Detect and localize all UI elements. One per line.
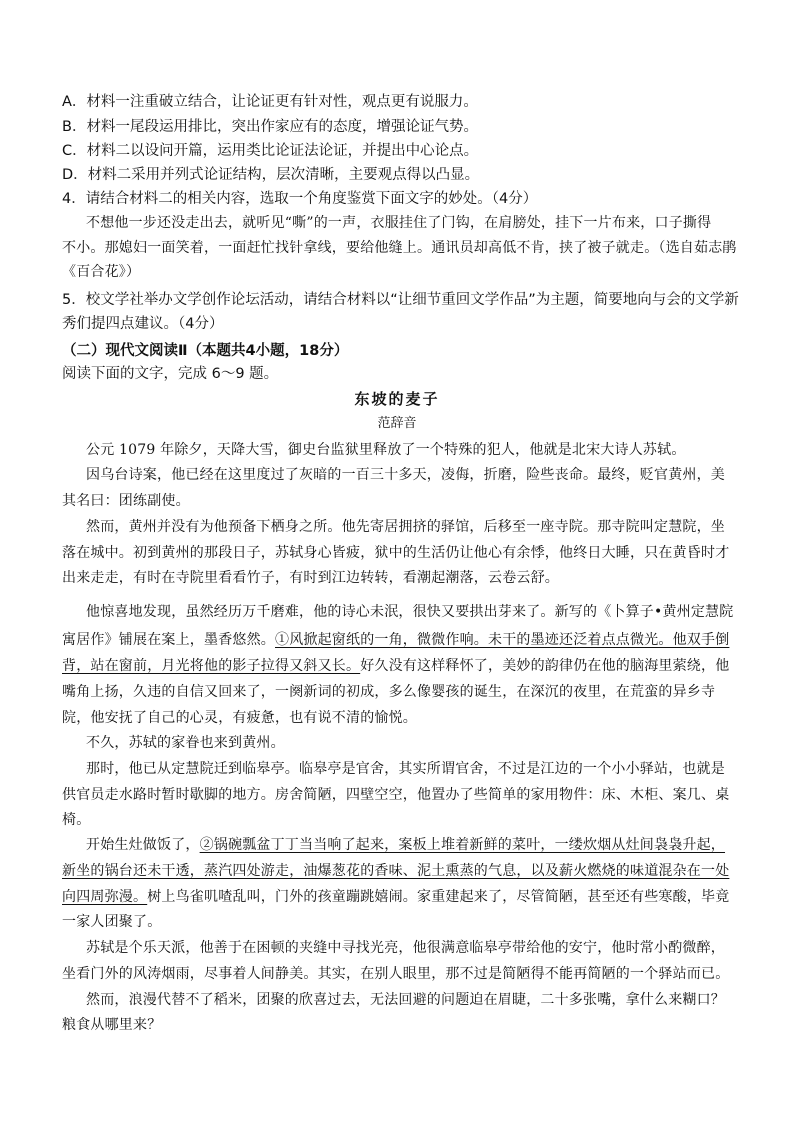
option-c: C．材料二以设问开篇，运用类比论证法论证，并提出中心论点。: [62, 143, 479, 159]
article-paragraph: [62, 887, 732, 907]
underlined-sentence-2: ②锅碗瓢盆丁丁当当响了起来，案板上堆着新鲜的菜叶，一缕炊烟从灶间袅袅升起，: [199, 837, 726, 853]
section-instruction: 阅读下面的文字，完成 6～9 题。: [62, 366, 279, 382]
question-5-prompt: 秀们提四点建议。（4分）: [62, 316, 224, 332]
underlined-sentence-2: 新坐的锅台还未干透，蒸汽四处游走，油爆葱花的香味、泥土熏蒸的气息，以及薪火燃烧的味道混杂在一处: [62, 863, 730, 879]
article-paragraph: [62, 630, 732, 650]
article-paragraph: 然而，浪漫代替不了稻米，团聚的欣喜过去，无法回避的问题迫在眉睫，二十多张嘴，拿什么来糊口？: [86, 992, 725, 1008]
article-paragraph: 落在城中。初到黄州的那段日子，苏轼身心皆疲，狱中的生活仍让他心有余悸，他终日大睡，只在黄昏时才: [62, 545, 730, 561]
article-paragraph: 出来走走，有时在寺院里看看竹子，有时到江边转转，看潮起潮落，云卷云舒。: [62, 570, 559, 586]
underlined-sentence-1: ①风掀起窗纸的一角，微微作响。未干的墨迹还泛着点点微光。他双手倒: [275, 632, 730, 648]
article-paragraph: 一家人团聚了。: [62, 914, 162, 930]
article-paragraph: 坐看门外的风涛烟雨，尽事着人间静美。其实，在别人眼里，那不过是简陋得不能再简陋的一个驿站而已。: [62, 966, 730, 982]
article-paragraph: 因乌台诗案，他已经在这里度过了灰暗的一百三十多天，凌侮，折磨，险些丧命。最终，贬官黄州，美: [86, 467, 725, 483]
article-paragraph: 嘴角上扬，久违的自信又回来了，一阕新词的初成，多么像婴孩的诞生，在深沉的夜里，在荒蛮的异乡寺: [62, 684, 716, 700]
article-title: 东坡的麦子: [354, 390, 440, 408]
option-b: B．材料一尾段运用排比，突出作家应有的态度，增强论证气势。: [62, 119, 478, 135]
article-paragraph: 粮食从哪里来？: [62, 1017, 162, 1033]
article-paragraph: 苏轼是个乐天派，他善于在困顿的夹缝中寻找光亮，他很满意临皋亭带给他的安宁，他时常小酌微醉，: [86, 940, 725, 956]
article-paragraph: 他惊喜地发现，虽然经历万千磨难，他的诗心未泯，很快又要拱出芽来了。新写的《卜算子•黄州定慧院: [86, 604, 734, 620]
article-paragraph: 公元 1079 年除夕，天降大雪，御史台监狱里释放了一个特殊的犯人，他就是北宋大诗人苏轼。: [86, 442, 686, 458]
article-paragraph: [86, 835, 732, 855]
question-4-quote: 不小。那媳妇一面笑着，一面赶忙找针拿线，要给他缝上。通讯员却高低不肯，挟了被子就走。（选自茹志鹃: [62, 240, 737, 256]
plain-text: 好久没有这样释怀了，美妙的韵律仍在他的脑海里萦绕，他: [360, 658, 730, 674]
option-a: A．材料一注重破立结合，让论证更有针对性，观点更有说服力。: [62, 94, 478, 110]
underlined-sentence-2: 向四周弥漫。: [62, 889, 148, 905]
plain-text: 开始生灶做饭了，: [86, 837, 200, 853]
article-paragraph: 那时，他已从定慧院迁到临皋亭。临皋亭是官舍，其实所谓官舍，不过是江边的一个小小驿站，也就是: [86, 761, 725, 777]
question-4-quote: 《百合花》）: [62, 264, 141, 280]
article-paragraph: 院，他安抚了自己的心灵，有疲惫，也有说不清的愉悦。: [62, 710, 417, 726]
question-4-quote: 不想他一步还没走出去，就听见“嘶”的一声，衣服挂住了门钩，在肩膀处，挂下一片布来，口子撕得: [86, 215, 712, 231]
plain-text: 树上鸟雀叽喳乱叫，门外的孩童蹦跳嬉闹。家重建起来了，尽管简陋，甚至还有些寒酸，毕竟: [147, 889, 730, 905]
article-paragraph: [62, 656, 732, 676]
option-d: D．材料二采用并列式论证结构，层次清晰，主要观点得以凸显。: [62, 167, 480, 183]
question-5-prompt: 5．校文学社举办文学创作论坛活动，请结合材料以“让细节重回文学作品”为主题，简要地向与会的文学新: [62, 292, 739, 308]
underlined-sentence-1: 背，站在窗前，月光将他的影子拉得又斜又长。: [62, 658, 361, 674]
article-paragraph: 其名曰：团练副使。: [62, 493, 190, 509]
article-paragraph: 椅。: [62, 812, 91, 828]
question-4-prompt: 4．请结合材料二的相关内容，选取一个角度鉴赏下面文字的妙处。（4分）: [62, 191, 538, 207]
article-paragraph: 然而，黄州并没有为他预备下栖身之所。他先寄居拥挤的驿馆，后移至一座寺院。那寺院叫定慧院，坐: [86, 519, 725, 535]
article-author: 范辞音: [377, 416, 417, 431]
plain-text: 寓居作》铺展在案上，墨香悠然。: [62, 632, 275, 648]
article-paragraph: 供官员走水路时暂时歇脚的地方。房舍简陋，四壁空空，他置办了些简单的家用物件：床、木柜、案几、桌: [62, 787, 730, 803]
section-heading: （二）现代文阅读Ⅱ（本题共4小题，18分）: [62, 343, 349, 359]
article-paragraph: 不久，苏轼的家眷也来到黄州。: [86, 735, 285, 751]
